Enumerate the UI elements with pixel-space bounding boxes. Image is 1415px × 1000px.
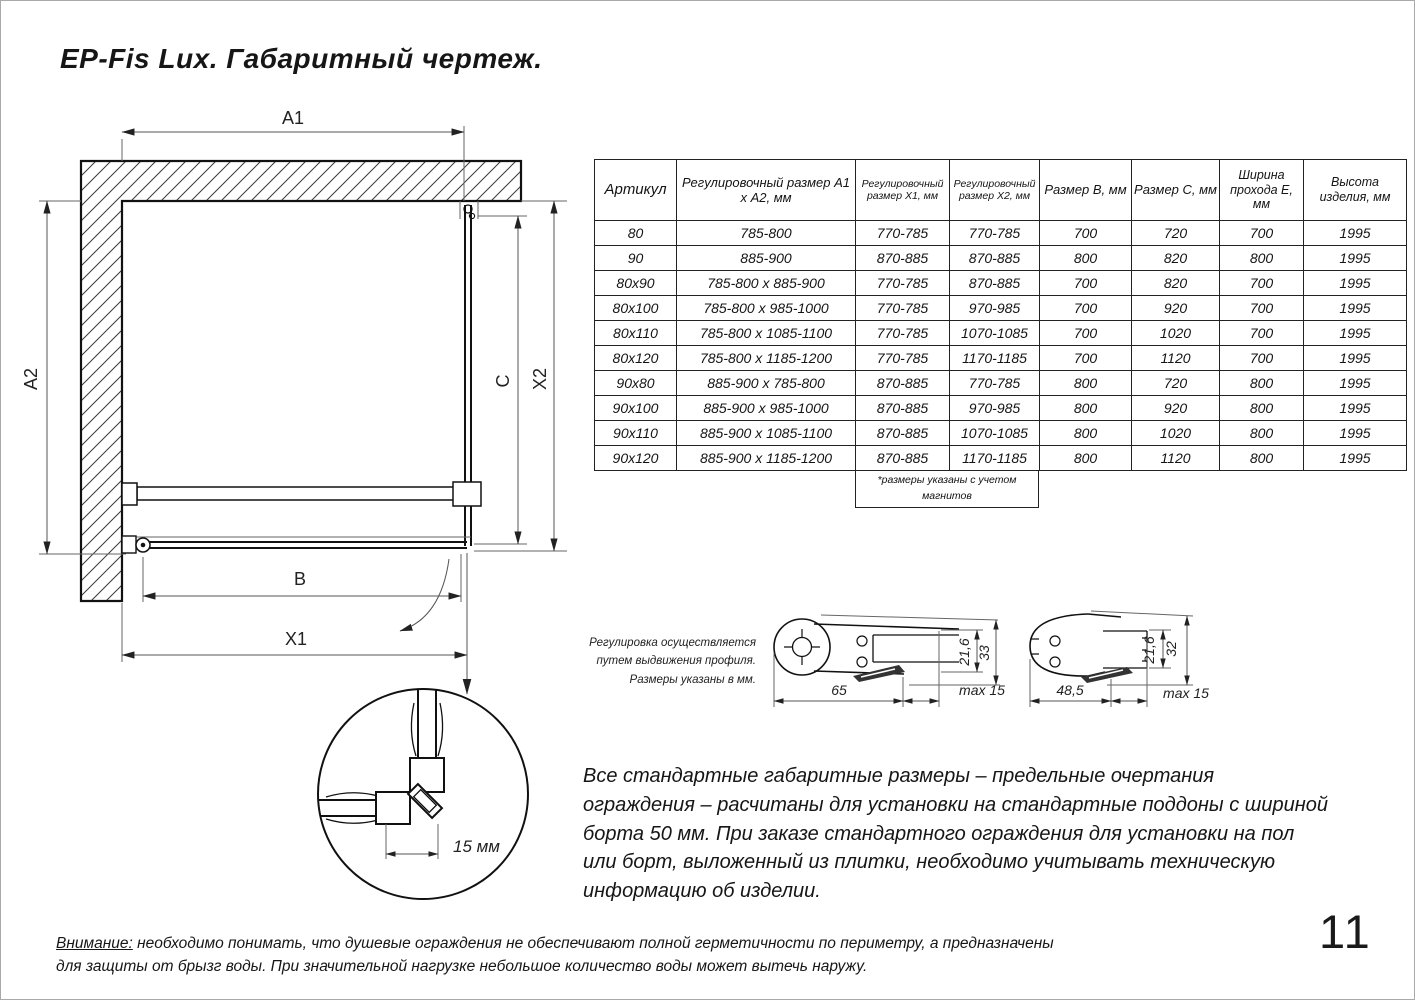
table-cell: 770-785	[856, 346, 950, 371]
table-cell: 870-885	[950, 271, 1040, 296]
table-cell: 770-785	[856, 296, 950, 321]
table-cell: 1120	[1132, 346, 1220, 371]
table-cell: 1995	[1304, 296, 1407, 321]
table-cell: 870-885	[950, 246, 1040, 271]
table-cell: 800	[1040, 396, 1132, 421]
profile-section-left	[774, 615, 1005, 707]
profile-left-inner-height: 21,6	[956, 638, 972, 666]
table-header-cell: Высота изделия, мм	[1304, 160, 1407, 221]
table-row	[595, 271, 1407, 296]
table-row	[595, 296, 1407, 321]
table-cell: 1170-1185	[950, 446, 1040, 471]
table-cell: 870-885	[856, 446, 950, 471]
profile-right-inner-height: 21,6	[1141, 636, 1157, 664]
table-cell: 870-885	[856, 396, 950, 421]
warning-note	[56, 932, 1071, 979]
table-footnote: *размеры указаны с учетом магнитов	[855, 470, 1039, 508]
table-cell: 700	[1220, 271, 1304, 296]
table-cell: 885-900	[677, 246, 856, 271]
table-cell: 785-800 x 885-900	[677, 271, 856, 296]
table-cell: 700	[1220, 296, 1304, 321]
table-cell: 90	[595, 246, 677, 271]
warning-label: Внимание:	[56, 935, 133, 952]
profile-left-travel: max 15	[959, 682, 1005, 698]
table-cell: 80x110	[595, 321, 677, 346]
table-cell: 720	[1132, 221, 1220, 246]
table-cell: 785-800 x 1185-1200	[677, 346, 856, 371]
table-header-cell: Размер В, мм	[1040, 160, 1132, 221]
table-cell: 820	[1132, 246, 1220, 271]
table-cell: 1995	[1304, 396, 1407, 421]
dim-label-x2: X2	[530, 367, 550, 391]
table-cell: 920	[1132, 296, 1220, 321]
profile-right-travel: max 15	[1163, 685, 1209, 701]
table-cell: 970-985	[950, 296, 1040, 321]
profile-right-outer-height: 32	[1163, 641, 1179, 657]
table-cell: 1020	[1132, 321, 1220, 346]
table-cell: 800	[1220, 421, 1304, 446]
table-cell: 700	[1040, 271, 1132, 296]
detail-view-circle	[313, 685, 528, 899]
table-cell: 800	[1220, 396, 1304, 421]
profile-left-outer-height: 33	[976, 645, 992, 661]
table-cell: 1995	[1304, 221, 1407, 246]
table-cell: 700	[1040, 346, 1132, 371]
table-cell: 870-885	[856, 371, 950, 396]
page-number: 11	[1319, 905, 1372, 958]
table-cell: 700	[1040, 296, 1132, 321]
table-cell: 785-800	[677, 221, 856, 246]
table-cell: 80x100	[595, 296, 677, 321]
table-header-cell: Регулировочный размер Х1, мм	[856, 160, 950, 221]
table-header-row	[595, 160, 1407, 221]
table-header-cell: Ширина прохода Е, мм	[1220, 160, 1304, 221]
table-header-cell: Регулировочный размер Х2, мм	[950, 160, 1040, 221]
warning-text: необходимо понимать, что душевые ограждения не обеспечивают полной герметичности по периметру, а предназначены для защиты от брызг воды. При значительной нагрузке небольшое количество воды может вытечь наружу.	[56, 935, 1054, 976]
table-cell: 1120	[1132, 446, 1220, 471]
table-cell: 785-800 x 1085-1100	[677, 321, 856, 346]
table-cell: 870-885	[856, 421, 950, 446]
table-cell: 1070-1085	[950, 321, 1040, 346]
table-cell: 1995	[1304, 246, 1407, 271]
page-title: EP-Fis Lux. Габаритный чертеж.	[60, 43, 543, 74]
table-cell: 785-800 x 985-1000	[677, 296, 856, 321]
table-cell: 885-900 x 785-800	[677, 371, 856, 396]
table-cell: 80	[595, 221, 677, 246]
table-cell: 800	[1220, 246, 1304, 271]
support-bar	[122, 482, 481, 506]
table-row	[595, 346, 1407, 371]
dim-label-c: C	[493, 374, 513, 388]
table-header-cell: Регулировочный размер А1 х А2, мм	[677, 160, 856, 221]
table-cell: 700	[1220, 221, 1304, 246]
table-cell: 870-885	[856, 246, 950, 271]
table-cell: 820	[1132, 271, 1220, 296]
table-row	[595, 421, 1407, 446]
table-cell: 700	[1040, 221, 1132, 246]
table-cell: 1995	[1304, 371, 1407, 396]
table-row	[595, 446, 1407, 471]
table-header-cell: Артикул	[595, 160, 677, 221]
table-row	[595, 371, 1407, 396]
table-cell: 90x120	[595, 446, 677, 471]
table-cell: 800	[1040, 421, 1132, 446]
table-row	[595, 321, 1407, 346]
table-cell: 920	[1132, 396, 1220, 421]
dim-label-a1: A1	[281, 108, 305, 128]
table-cell: 970-985	[950, 396, 1040, 421]
table-cell: 1995	[1304, 421, 1407, 446]
table-cell: 800	[1040, 246, 1132, 271]
table-header-cell: Размер С, мм	[1132, 160, 1220, 221]
table-cell: 700	[1040, 321, 1132, 346]
dim-label-x1: X1	[284, 629, 308, 649]
table-cell: 800	[1220, 371, 1304, 396]
table-cell: 90x110	[595, 421, 677, 446]
table-row	[595, 221, 1407, 246]
table-cell: 770-785	[856, 321, 950, 346]
table-row	[595, 246, 1407, 271]
door-swing-arc	[400, 559, 449, 631]
size-table	[594, 159, 1407, 471]
dim-label-b: B	[293, 569, 307, 589]
profile-right-width: 48,5	[1056, 682, 1084, 698]
table-cell: 800	[1220, 446, 1304, 471]
table-cell: 90x80	[595, 371, 677, 396]
table-cell: 885-900 x 1085-1100	[677, 421, 856, 446]
size-table-body	[595, 221, 1407, 471]
body-paragraph: Все стандартные габаритные размеры – предельные очертания ограждения – расчитаны для установки на стандартные поддоны с шириной борта 50 мм. При заказе стандартного ограждения для установки на пол или борт, выложенный из плитки, необходимо учитывать техническую информацию об изделии.	[583, 765, 1328, 903]
dim-label-a2: A2	[21, 367, 41, 391]
table-cell: 1020	[1132, 421, 1220, 446]
table-cell: 800	[1040, 371, 1132, 396]
wall-section	[81, 161, 521, 601]
table-cell: 1995	[1304, 346, 1407, 371]
table-cell: 800	[1040, 446, 1132, 471]
table-cell: 885-900 x 985-1000	[677, 396, 856, 421]
table-cell: 885-900 x 1185-1200	[677, 446, 856, 471]
table-cell: 770-785	[856, 271, 950, 296]
profile-adjustment-note: Регулировка осуществляется путем выдвижения профиля. Размеры указаны в мм.	[589, 637, 756, 686]
profile-section-right	[1030, 611, 1209, 707]
dim-label-detail: 15 мм	[453, 837, 500, 856]
table-cell: 1995	[1304, 446, 1407, 471]
table-cell: 1995	[1304, 321, 1407, 346]
table-cell: 770-785	[856, 221, 950, 246]
table-cell: 770-785	[950, 221, 1040, 246]
table-cell: 80x120	[595, 346, 677, 371]
table-cell: 700	[1220, 346, 1304, 371]
table-cell: 720	[1132, 371, 1220, 396]
table-cell: 1070-1085	[950, 421, 1040, 446]
table-cell: 90x100	[595, 396, 677, 421]
table-cell: 80x90	[595, 271, 677, 296]
fixed-bottom-panel	[122, 536, 471, 553]
table-cell: 700	[1220, 321, 1304, 346]
table-row	[595, 396, 1407, 421]
table-cell: 770-785	[950, 371, 1040, 396]
profile-left-width: 65	[831, 682, 847, 698]
table-cell: 1170-1185	[950, 346, 1040, 371]
table-cell: 1995	[1304, 271, 1407, 296]
